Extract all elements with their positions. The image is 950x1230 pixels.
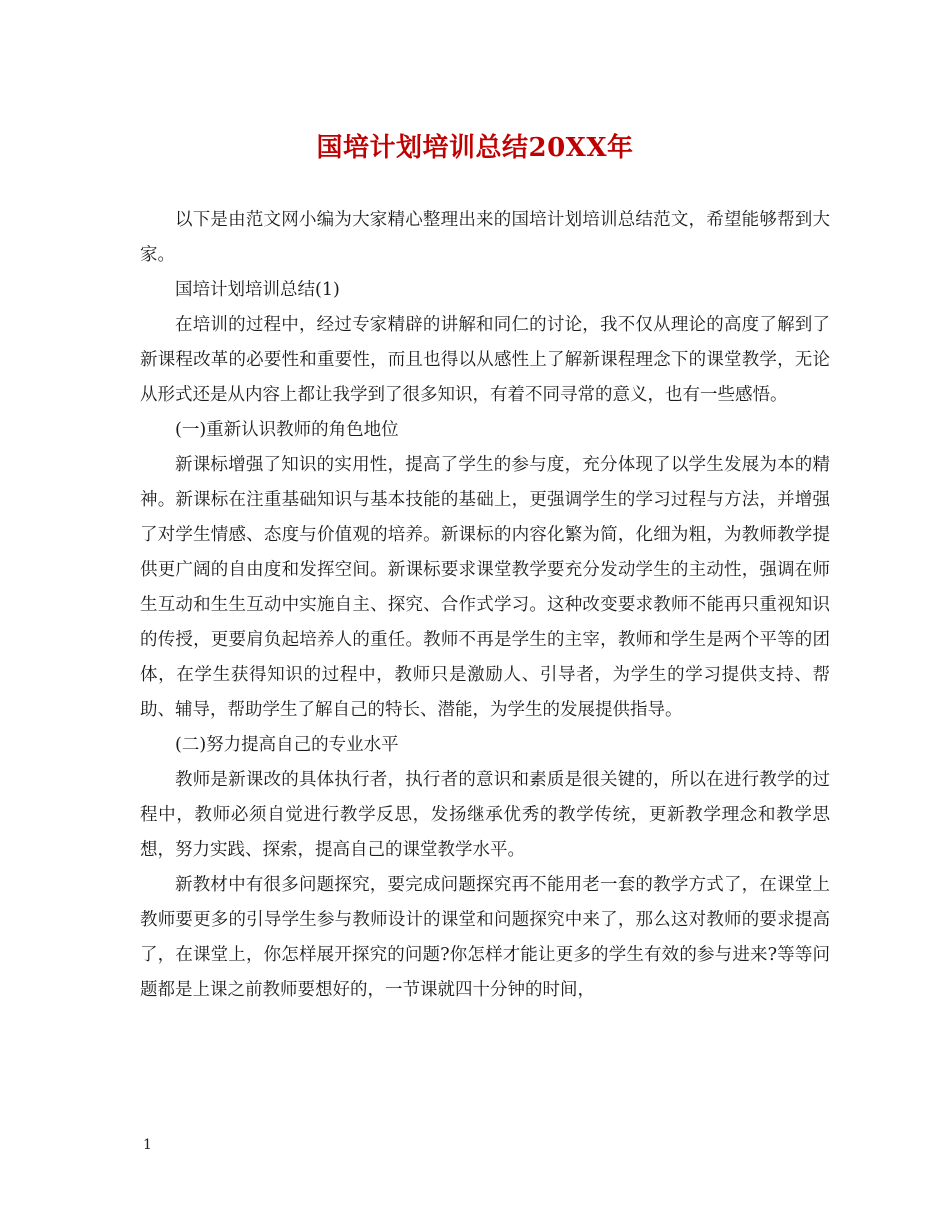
subsection-heading: (一)重新认识教师的角色地位 [175,420,399,440]
document-title: 国培计划培训总结20XX年 [316,133,634,163]
body-paragraph: 教师是新课改的具体执行者，执行者的意识和素质是很关键的，所以在进行教学的过程中，教师必须自觉进行教学反思，发扬继承优秀的教学传统，更新教学理念和教学思想，努力实践、探索，提高自己的课堂教学水平。 [140,770,830,860]
body-paragraph: 新教材中有很多问题探究，要完成问题探究再不能用老一套的教学方式了，在课堂上教师要更多的引导学生参与教师设计的课堂和问题探究中来了，那么这对教师的要求提高了，在课堂上，你怎样展开探究的问题?你怎样才能让更多的学生有效的参与进来?等等问题都是上课之前教师要想好的，一节课就四十分钟的时间， [140,875,830,1000]
body-paragraph: 新课标增强了知识的实用性，提高了学生的参与度，充分体现了以学生发展为本的精神。新课标在注重基础知识与基本技能的基础上，更强调学生的学习过程与方法，并增强了对学生情感、态度与价值观的培养。新课标的内容化繁为简，化细为粗，为教师教学提供更广阔的自由度和发挥空间。新课标要求课堂教学要充分发动学生的主动性，强调在师生互动和生生互动中实施自主、探究、合作式学习。这种改变要求教师不能再只重视知识的传授，更要肩负起培养人的重任。教师不再是学生的主宰，教师和学生是两个平等的团体，在学生获得知识的过程中，教师只是激励人、引导者，为学生的学习提供支持、帮助、辅导，帮助学生了解自己的特长、潜能，为学生的发展提供指导。 [140,455,830,720]
section-heading: 国培计划培训总结(1) [175,280,340,300]
body-paragraph: 在培训的过程中，经过专家精辟的讲解和同仁的讨论，我不仅从理论的高度了解到了新课程改革的必要性和重要性，而且也得以从感性上了解新课程理念下的课堂教学，无论从形式还是从内容上都让我学到了很多知识，有着不同寻常的意义，也有一些感悟。 [140,315,830,405]
intro-paragraph: 以下是由范文网小编为大家精心整理出来的国培计划培训总结范文，希望能够帮到大家。 [140,210,830,265]
page-number: 1 [143,1137,152,1153]
subsection-heading: (二)努力提高自己的专业水平 [175,735,399,755]
document-body [140,203,830,1008]
